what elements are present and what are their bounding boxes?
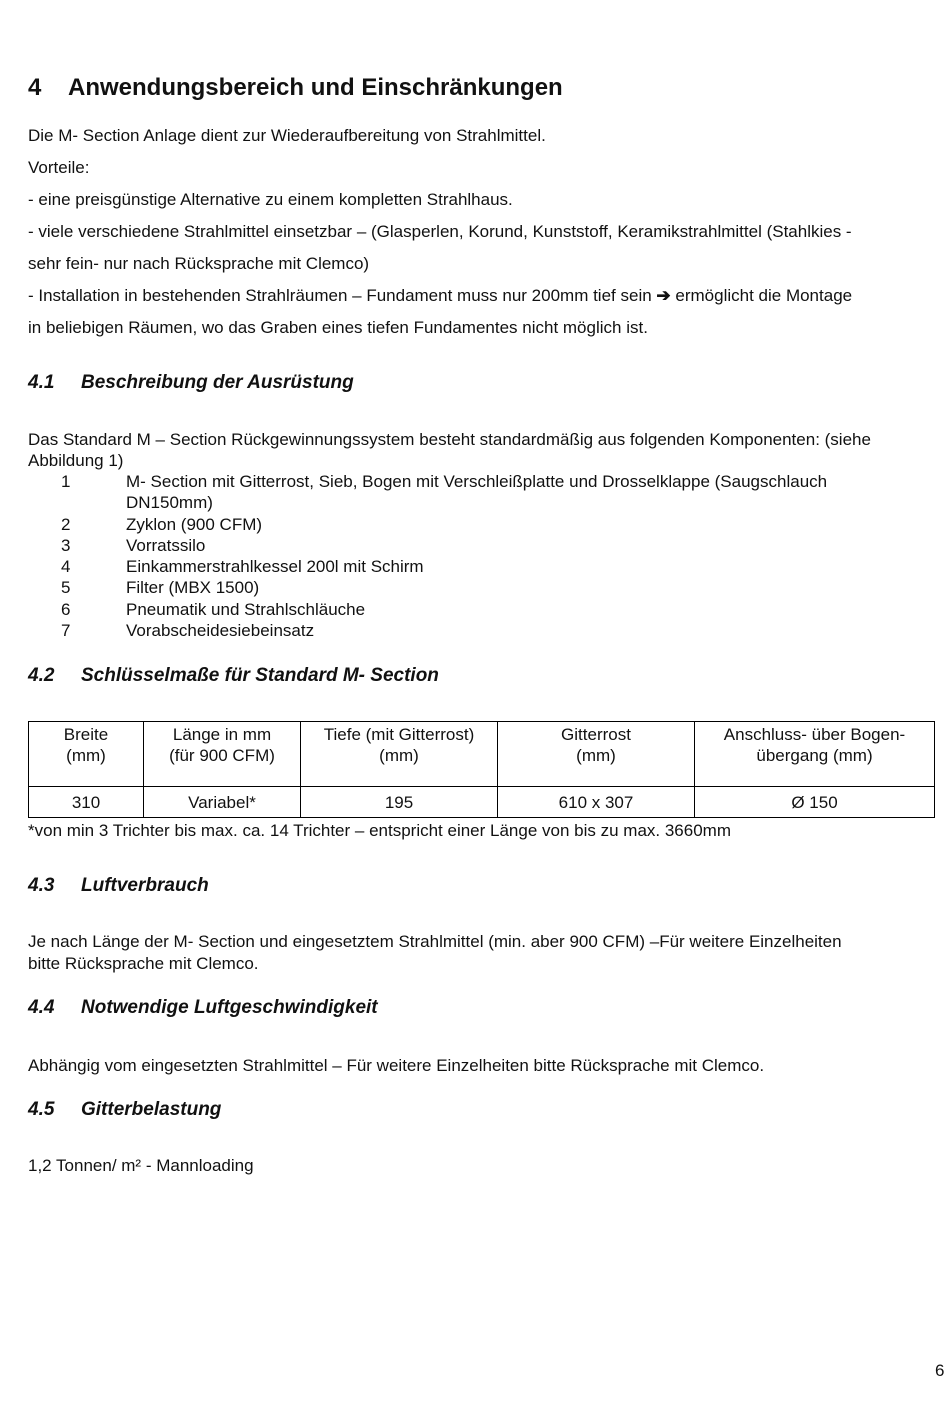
list-item-number: 6: [61, 600, 71, 619]
subsection-title: Gitterbelastung: [81, 1099, 222, 1120]
table-footnote: *von min 3 Trichter bis max. ca. 14 Trichter – entspricht einer Länge von bis zu max. 3660mm: [28, 821, 731, 840]
header-line-1: Anschluss- über Bogen-: [723, 725, 906, 744]
list-item-number: 7: [61, 621, 71, 640]
table-header-cell: [695, 722, 935, 787]
list-item-text: Vorratssilo: [126, 536, 206, 555]
header-line-1: Breite: [63, 725, 109, 744]
list-item: [28, 515, 928, 536]
header-line-1: Länge in mm: [172, 725, 272, 744]
list-item: [28, 600, 928, 621]
table-header-row: [29, 722, 935, 787]
subsection-number: 4.5: [28, 1099, 55, 1120]
table-cell: 195: [301, 787, 498, 818]
table-cell: 610 x 307: [498, 787, 695, 818]
table-row: [29, 787, 935, 818]
list-item: [28, 621, 928, 642]
table-header-cell: [144, 722, 301, 787]
list-item-text: Vorabscheidesiebeinsatz: [126, 621, 315, 640]
list-item-number: 1: [61, 472, 71, 491]
header-line-2: (mm): [379, 746, 419, 765]
list-item: [28, 536, 928, 557]
list-item: [28, 578, 928, 599]
subsection-title: Notwendige Luftgeschwindigkeit: [81, 997, 378, 1018]
table-cell: Variabel*: [144, 787, 301, 818]
section-title: Anwendungsbereich und Einschränkungen: [68, 74, 563, 101]
table-cell: Ø 150: [695, 787, 935, 818]
header-line-1: Gitterrost: [561, 725, 631, 744]
list-item-number: 4: [61, 557, 71, 576]
list-item-text: DN150mm): [126, 493, 213, 512]
bullet-3-line-1: [28, 286, 852, 306]
intro-text: Die M- Section Anlage dient zur Wiederaufbereitung von Strahlmittel.: [28, 126, 546, 145]
subsection-heading-4-4: [28, 997, 728, 1021]
subsection-title: Luftverbrauch: [81, 875, 209, 896]
list-item-number: 3: [61, 536, 71, 555]
subsection-title: Schlüsselmaße für Standard M- Section: [81, 665, 439, 686]
bullet-1: - eine preisgünstige Alternative zu einem kompletten Strahlhaus.: [28, 190, 513, 209]
bullet-2-line-1: - viele verschiedene Strahlmittel einsetzbar – (Glasperlen, Korund, Kunststoff, Keramikstrahlmittel (Stahlkies -: [28, 222, 852, 241]
section-heading: [28, 74, 828, 104]
header-line-2: (für 900 CFM): [169, 746, 275, 765]
subsection-title: Beschreibung der Ausrüstung: [81, 372, 354, 393]
s41-text-line-2: Abbildung 1): [28, 451, 124, 470]
subsection-number: 4.3: [28, 875, 55, 896]
list-item-text: Einkammerstrahlkessel 200l mit Schirm: [126, 557, 424, 576]
header-line-1: Tiefe (mit Gitterrost): [323, 725, 475, 744]
bullet-3-line-2: in beliebigen Räumen, wo das Graben eines tiefen Fundamentes nicht möglich ist.: [28, 318, 648, 337]
subsection-heading-4-5: [28, 1099, 628, 1123]
s43-text-line-2: bitte Rücksprache mit Clemco.: [28, 954, 259, 973]
arrow-right-icon: ➔: [656, 286, 671, 305]
subsection-number: 4.4: [28, 997, 55, 1018]
list-item-continuation: [28, 493, 928, 514]
subsection-number: 4.2: [28, 665, 55, 686]
list-item-number: 5: [61, 578, 71, 597]
vorteile-label: Vorteile:: [28, 158, 90, 177]
s45-text: 1,2 Tonnen/ m² - Mannloading: [28, 1156, 254, 1175]
list-item-number: 2: [61, 515, 71, 534]
list-item-text: Zyklon (900 CFM): [126, 515, 263, 534]
list-item-text: Filter (MBX 1500): [126, 578, 260, 597]
table-header-cell: [29, 722, 144, 787]
header-line-2: (mm): [576, 746, 616, 765]
list-item-text: M- Section mit Gitterrost, Sieb, Bogen mit Verschleißplatte und Drosselklappe (Saugschlauch: [126, 472, 828, 491]
subsection-number: 4.1: [28, 372, 55, 393]
subsection-heading-4-3: [28, 875, 628, 899]
header-line-2: (mm): [66, 746, 106, 765]
table-header-cell: [301, 722, 498, 787]
bullet-2-line-2: sehr fein- nur nach Rücksprache mit Clemco): [28, 254, 370, 273]
list-item-text: Pneumatik und Strahlschläuche: [126, 600, 366, 619]
dimensions-table: [28, 721, 935, 818]
bullet-3-text-a: - Installation in bestehenden Strahlräumen – Fundament muss nur 200mm tief sein: [28, 286, 652, 305]
bullet-3-text-b: ermöglicht die Montage: [675, 286, 853, 305]
s43-text-line-1: Je nach Länge der M- Section und eingesetztem Strahlmittel (min. aber 900 CFM) –Für weitere Einzelheiten: [28, 932, 842, 951]
header-line-2: übergang (mm): [756, 746, 873, 765]
page-number: 6: [935, 1361, 945, 1380]
subsection-heading-4-2: [28, 665, 728, 689]
subsection-heading-4-1: [28, 372, 628, 396]
section-number: 4: [28, 74, 42, 101]
s44-text: Abhängig vom eingesetzten Strahlmittel – Für weitere Einzelheiten bitte Rücksprache mit Clemco.: [28, 1056, 765, 1075]
s41-text-line-1: Das Standard M – Section Rückgewinnungssystem besteht standardmäßig aus folgenden Komponenten: (siehe: [28, 430, 871, 449]
table-cell: 310: [29, 787, 144, 818]
list-item: [28, 472, 928, 493]
list-item: [28, 557, 928, 578]
table-header-cell: [498, 722, 695, 787]
